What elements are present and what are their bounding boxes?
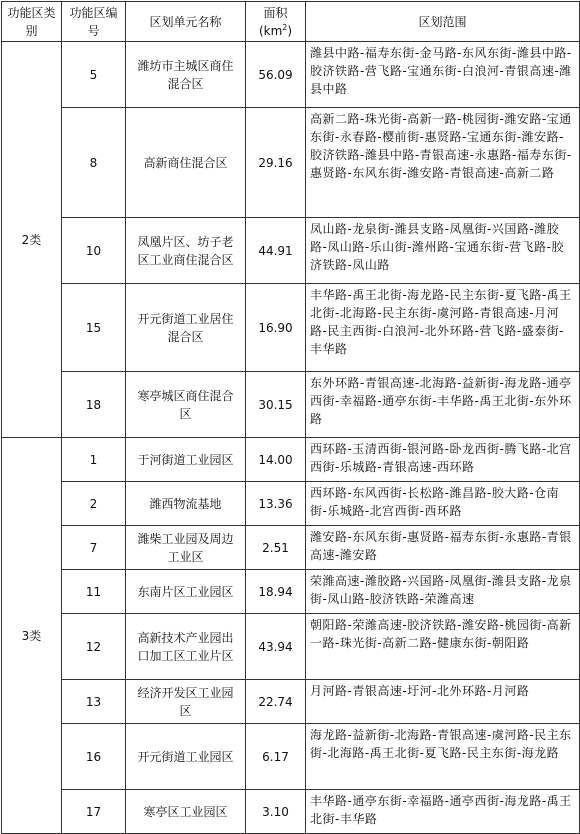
- unit-name-cell: 开元街道工业园区: [126, 724, 246, 790]
- unit-name-cell: 高新商住混合区: [126, 108, 246, 218]
- unit-name-cell: 潍柴工业园及周边工业区: [126, 526, 246, 570]
- header-area-close: ): [287, 23, 293, 38]
- code-cell: 7: [62, 526, 126, 570]
- category-cell: 3类: [2, 438, 62, 834]
- area-cell: 30.15: [246, 372, 306, 438]
- area-cell: 22.74: [246, 680, 306, 724]
- table-row: [2, 42, 580, 108]
- range-cell: 荣潍高速-潍胶路-兴国路-凤凰街-潍县支路-龙泉街-凤山路-胶济铁路-荣潍高速: [306, 570, 580, 614]
- table-row: [2, 482, 580, 526]
- range-cell: 高新二路-珠光街-高新一路-桃园街-潍安路-宝通东街-永春路-樱前街-惠贤路-宝通东街-潍安路-胶济铁路-潍县中路-青银高速-永惠路-福寿东街-惠贤路-东风东街-潍安路-青银高速-高新二路: [306, 108, 580, 218]
- code-cell: 17: [62, 790, 126, 834]
- area-cell: 56.09: [246, 42, 306, 108]
- table-row: [2, 790, 580, 834]
- code-cell: 10: [62, 218, 126, 284]
- table-row: [2, 526, 580, 570]
- header-code: 功能区编号: [62, 2, 126, 42]
- range-cell: 丰华路-通亭东街-幸福路-通亭西街-海龙路-禹王北街-丰华路: [306, 790, 580, 834]
- table-row: [2, 108, 580, 218]
- code-cell: 2: [62, 482, 126, 526]
- table-row: [2, 614, 580, 680]
- range-cell: 凤山路-龙泉街-潍县支路-凤凰街-兴国路-潍胶路-凤山路-乐山街-潍州路-宝通东街-营飞路-胶济铁路-凤山路: [306, 218, 580, 284]
- code-cell: 1: [62, 438, 126, 482]
- area-cell: 13.36: [246, 482, 306, 526]
- unit-name-cell: 潍西物流基地: [126, 482, 246, 526]
- range-cell: 丰华路-禹王北街-海龙路-民主东街-夏飞路-禹王北街-北海路-民主东街-虞河路-青银高速-月河路-民主西街-白浪河-北外环路-营飞路-盛泰街-丰华路: [306, 284, 580, 372]
- table-row: [2, 218, 580, 284]
- unit-name-cell: 东南片区工业园区: [126, 570, 246, 614]
- area-cell: 3.10: [246, 790, 306, 834]
- code-cell: 18: [62, 372, 126, 438]
- range-cell: 东外环路-青银高速-北海路-益新街-海龙路-通亭西街-幸福路-通亭东街-丰华路-禹王北街-东外环路: [306, 372, 580, 438]
- header-row: [2, 2, 580, 42]
- header-unit-name: 区划单元名称: [126, 2, 246, 42]
- area-cell: 44.91: [246, 218, 306, 284]
- code-cell: 16: [62, 724, 126, 790]
- table-row: [2, 372, 580, 438]
- area-cell: 14.00: [246, 438, 306, 482]
- header-area-label: 面积: [263, 5, 288, 20]
- unit-name-cell: 寒亭城区商住混合区: [126, 372, 246, 438]
- range-cell: 朝阳路-荣潍高速-胶济铁路-潍安路-桃园街-高新一路-珠光街-高新二路-健康东街-朝阳路: [306, 614, 580, 680]
- header-area-unit: (km: [258, 23, 283, 38]
- area-cell: 6.17: [246, 724, 306, 790]
- unit-name-cell: 潍坊市主城区商住混合区: [126, 42, 246, 108]
- zoning-table: [1, 1, 580, 834]
- unit-name-cell: 高新技术产业园出口加工区工业片区: [126, 614, 246, 680]
- area-cell: 18.94: [246, 570, 306, 614]
- header-area-sup: 2: [282, 22, 288, 32]
- header-category: 功能区类别: [2, 2, 62, 42]
- range-cell: 月河路-青银高速-圩河-北外环路-月河路: [306, 680, 580, 724]
- unit-name-cell: 经济开发区工业园区: [126, 680, 246, 724]
- unit-name-cell: 凤凰片区、坊子老区工业商住混合区: [126, 218, 246, 284]
- area-cell: 43.94: [246, 614, 306, 680]
- unit-name-cell: 寒亭区工业园区: [126, 790, 246, 834]
- code-cell: 13: [62, 680, 126, 724]
- unit-name-cell: 于河街道工业园区: [126, 438, 246, 482]
- header-range: 区划范围: [306, 2, 580, 42]
- code-cell: 12: [62, 614, 126, 680]
- unit-name-cell: 开元街道工业居住混合区: [126, 284, 246, 372]
- table-row: [2, 680, 580, 724]
- table-row: [2, 438, 580, 482]
- code-cell: 5: [62, 42, 126, 108]
- code-cell: 15: [62, 284, 126, 372]
- table-row: [2, 570, 580, 614]
- range-cell: 西环路-玉清西街-银河路-卧龙西街-腾飞路-北宫西街-乐城路-青银高速-西环路: [306, 438, 580, 482]
- range-cell: 海龙路-益新街-北海路-青银高速-虞河路-民主东街-北海路-禹王北街-夏飞路-民主东街-海龙路: [306, 724, 580, 790]
- range-cell: 西环路-东风西街-长松路-潍昌路-胶大路-仓南街-乐城路-北宫西街-西环路: [306, 482, 580, 526]
- table-body: [2, 42, 580, 834]
- code-cell: 8: [62, 108, 126, 218]
- code-cell: 11: [62, 570, 126, 614]
- range-cell: 潍县中路-福寿东街-金马路-东风东街-潍县中路-胶济铁路-营飞路-宝通东街-白浪河-青银高速-潍县中路: [306, 42, 580, 108]
- category-cell: 2类: [2, 42, 62, 438]
- header-area: [246, 2, 306, 42]
- range-cell: 潍安路-东风东街-惠贤路-福寿东街-永惠路-青银高速-潍安路: [306, 526, 580, 570]
- area-cell: 2.51: [246, 526, 306, 570]
- table-row: [2, 284, 580, 372]
- table-row: [2, 724, 580, 790]
- area-cell: 16.90: [246, 284, 306, 372]
- area-cell: 29.16: [246, 108, 306, 218]
